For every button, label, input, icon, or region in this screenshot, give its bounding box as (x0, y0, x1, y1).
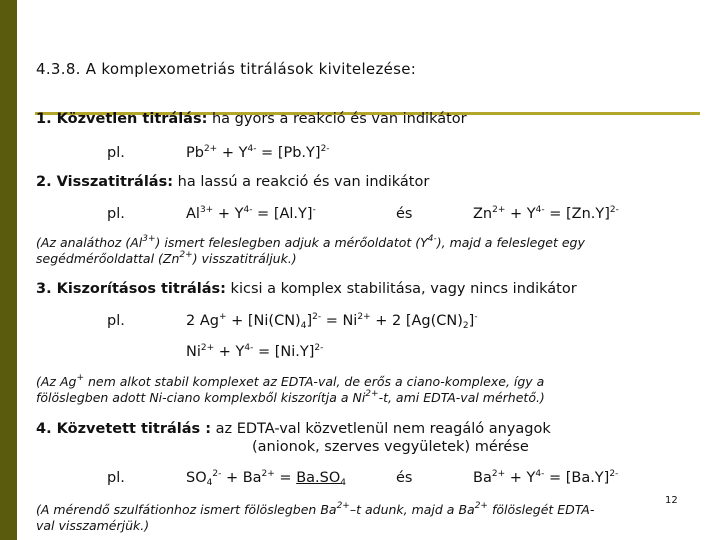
section1-text: ha gyors a reakció és van indikátor (207, 111, 467, 127)
page-number: 12 (665, 495, 678, 506)
and-word: és (396, 206, 413, 222)
section2-text: ha lassú a reakció és van indikátor (173, 174, 430, 190)
section4-line (36, 421, 551, 437)
left-accent-bar (0, 0, 17, 540)
section4-note-line1: (A mérendő szulfátionhoz ismert fölöslegben $Ba^{2+}-t$ adunk, majd a $Ba^{2+}$ fölöslegét EDTA- (36, 501, 595, 517)
section3-text: kicsi a komplex stabilitása, vagy nincs indikátor (225, 281, 577, 297)
example-label: pl. (107, 145, 125, 161)
section4-note-line2: val visszamérjük.) (36, 518, 150, 533)
section3-line (36, 281, 577, 297)
section4-equation-ba: $Ba^{2+} + Y^{4-} = [Ba.Y]^{2-}$ (473, 469, 619, 486)
section1-heading: 1. Közvetlen titrálás: (36, 111, 208, 127)
example-label: pl. (107, 470, 125, 486)
section4-text2: (anionok, szerves vegyületek) mérése (252, 439, 529, 455)
example-label: pl. (107, 313, 125, 329)
section3-note-line1: (Az Ag+ nem alkot stabil komplexet az EDTA-val, de erős a ciano-komplexe, így a (36, 373, 545, 389)
section4-equation-so4: $SO_4^{2-} + Ba^{2+} = Ba.SO_4$ (186, 469, 346, 488)
section4-text: az EDTA-val közvetlenül nem reagáló anyagok (211, 421, 551, 437)
section2-heading: 2. Visszatitrálás: (36, 174, 174, 190)
section2-note-line1: (Az analáthoz $(Al^{3+})$ ismert feleslegben adjuk a mérőoldatot $(Y^{4-})$, majd a felesleget egy (36, 234, 585, 250)
example-label: pl. (107, 206, 125, 222)
section2-equation-zn: $Zn^{2+} + Y^{4-} = [Zn.Y]^{2-}$ (473, 205, 619, 222)
and-word: és (396, 470, 413, 486)
section4-heading: 4. Közvetett titrálás : (36, 421, 211, 437)
section3-note-line2: fölöslegben adott Ni-ciano komplexből kiszorítja a $Ni^{2+}-t$, ami EDTA-val mérhető.) (36, 389, 545, 405)
section3-heading: 3. Kiszorításos titrálás: (36, 281, 226, 297)
page-title: 4.3.8. A komplexometriás titrálások kivitelezése: (36, 60, 417, 78)
section1-line (36, 111, 467, 127)
precipitate: $Ba.SO_4$ (296, 470, 346, 488)
section2-note-line2: segédmérőoldattal $(Zn^{2+})$ visszatitráljuk.) (36, 250, 297, 266)
section3-equation-ni: $Ni^{2+} + Y^{4-} = [Ni.Y]^{2-}$ (186, 343, 324, 360)
section2-equation-al: $Al^{3+} + Y^{4-} = [Al.Y]^-$ (186, 205, 316, 222)
section3-equation-ag: 2 $Ag^+ + [Ni(CN)_4]^{2-} = Ni^{2+} + 2$ $[Ag(CN)_2]^-$ (186, 312, 478, 331)
section1-equation: $Pb^{2+} + Y^{4-} = [Pb.Y]^{2-}$ (186, 144, 330, 161)
section2-line (36, 174, 429, 190)
